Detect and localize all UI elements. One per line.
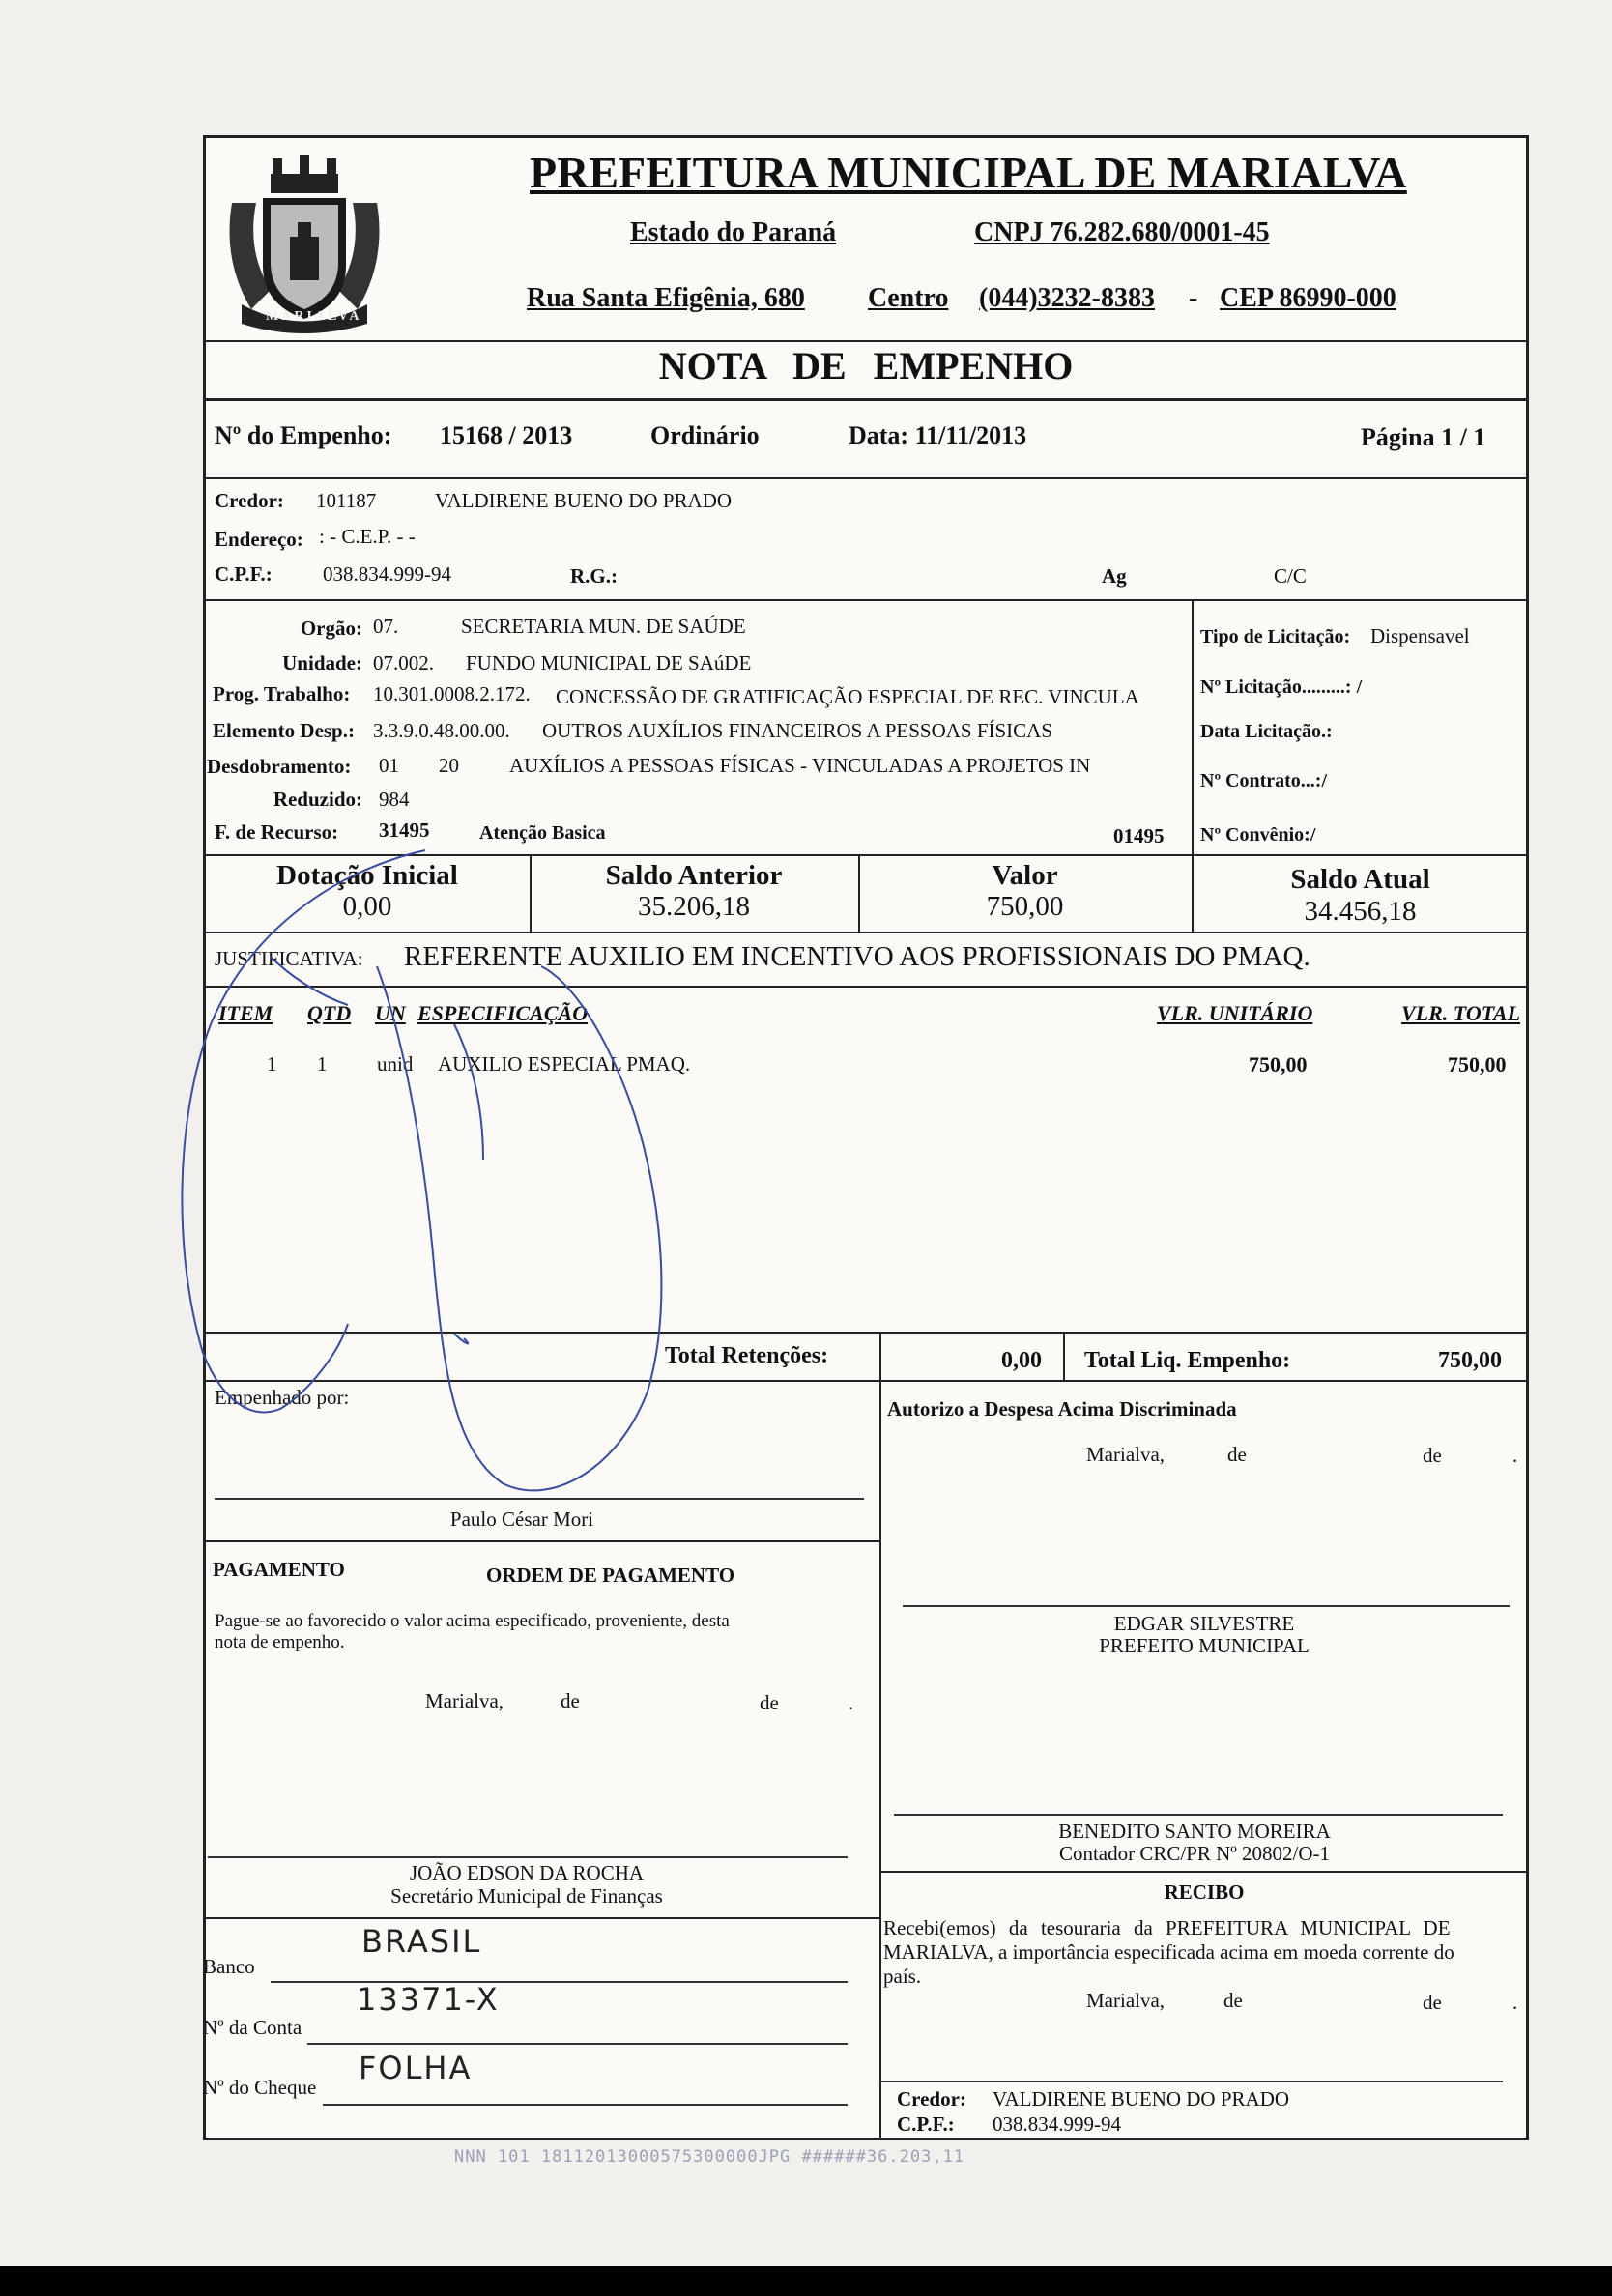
col-vlr-unitario: VLR. UNITÁRIO (1157, 1001, 1313, 1025)
prefeito-role: PREFEITO MUNICIPAL (1099, 1634, 1310, 1657)
desdobramento-a: 01 (379, 754, 399, 777)
tipo-licitacao-value: Dispensavel (1370, 624, 1470, 647)
justificativa-label: JUSTIFICATIVA: (215, 947, 363, 970)
header-title: PREFEITURA MUNICIPAL DE MARIALVA (530, 148, 1407, 197)
recibo-de2: de (1423, 1991, 1442, 2014)
elemento-name: OUTROS AUXÍLIOS FINANCEIROS A PESSOAS FÍSICAS (542, 719, 1053, 742)
reduzido-value: 984 (379, 788, 410, 811)
col-vlr-total: VLR. TOTAL (1401, 1001, 1521, 1025)
credor-label: Credor: (215, 489, 284, 512)
recibo-text-2: MARIALVA, a importância especificada acima em moeda corrente do (883, 1940, 1454, 1964)
recibo-de1: de (1223, 1989, 1243, 2012)
unidade-name: FUNDO MUNICIPAL DE SAúDE (466, 651, 752, 674)
scan-edge (0, 2266, 1612, 2296)
autorizo-label: Autorizo a Despesa Acima Discriminada (887, 1397, 1237, 1421)
empenho-date: Data: 11/11/2013 (849, 421, 1027, 449)
row-especificacao: AUXILIO ESPECIAL PMAQ. (438, 1052, 691, 1076)
row-item: 1 (267, 1052, 277, 1076)
row-vlr-total: 750,00 (1448, 1052, 1507, 1076)
cpf-value: 038.834.999-94 (323, 562, 451, 586)
retencoes-label: Total Retenções: (665, 1343, 829, 1368)
reduzido-label: Reduzido: (273, 788, 362, 811)
recibo-text-1: Recebi(emos) da tesouraria da PREFEITURA MUNICIPAL DE (883, 1916, 1451, 1939)
saldo-atual-value: 34.456,18 (1304, 896, 1417, 927)
desdobramento-label: Desdobramento: (207, 755, 352, 778)
dotacao-inicial-value: 0,00 (342, 891, 392, 922)
header-street: Rua Santa Efigênia, 680 (527, 283, 805, 313)
endereco-value: : - C.E.P. - - (319, 525, 416, 548)
row-qtd: 1 (317, 1052, 328, 1076)
prog-label: Prog. Trabalho: (213, 682, 351, 705)
recurso-right: 01495 (1113, 824, 1165, 847)
cheque-value: FOLHA (359, 2050, 473, 2086)
valor-label: Valor (992, 860, 1058, 891)
empenho-type: Ordinário (650, 421, 760, 449)
banco-value: BRASIL (361, 1923, 482, 1960)
pagamento-text-1: Pague-se ao favorecido o valor acima especificado, proveniente, desta (215, 1611, 730, 1631)
col-item: ITEM (218, 1001, 273, 1025)
unidade-label: Unidade: (282, 651, 362, 674)
desdobramento-name: AUXÍLIOS A PESSOAS FÍSICAS - VINCULADAS A PROJETOS IN (509, 754, 1091, 777)
pagamento-de2: de (760, 1691, 779, 1714)
ordem-pagamento-label: ORDEM DE PAGAMENTO (486, 1564, 735, 1587)
row-un: unid (377, 1052, 414, 1076)
header-district: Centro (868, 283, 949, 313)
col-un: UN (375, 1001, 406, 1025)
header-cnpj: CNPJ 76.282.680/0001-45 (974, 217, 1270, 247)
cc-label: C/C (1274, 564, 1307, 588)
endereco-label: Endereço: (215, 528, 303, 551)
empenho-label: Nº do Empenho: (215, 421, 392, 449)
autorizo-de2: de (1423, 1444, 1442, 1467)
rg-label: R.G.: (570, 564, 618, 588)
pagamento-text-2: nota de empenho. (215, 1632, 345, 1652)
licitacao-numero: Nº Licitação.........: / (1200, 676, 1363, 698)
desdobramento-b: 20 (439, 754, 459, 777)
recibo-cpf-label: C.P.F.: (897, 2112, 955, 2136)
col-qtd: QTD (307, 1001, 352, 1025)
autorizo-city: Marialva, (1086, 1443, 1166, 1466)
pagamento-city: Marialva, (425, 1689, 504, 1712)
recibo-dot: . (1512, 1991, 1518, 2014)
autorizo-de1: de (1227, 1443, 1247, 1466)
unidade-code: 07.002. (373, 651, 434, 674)
recurso-label: F. de Recurso: (215, 820, 339, 844)
recurso-code: 31495 (379, 818, 430, 842)
recurso-name: Atenção Basica (479, 822, 606, 844)
page-indicator: Página 1 / 1 (1361, 423, 1486, 451)
recibo-city: Marialva, (1086, 1989, 1166, 2012)
header-state: Estado do Paraná (630, 217, 837, 247)
liq-empenho-label: Total Liq. Empenho: (1084, 1348, 1291, 1373)
contador-role: Contador CRC/PR Nº 20802/O-1 (1058, 1842, 1331, 1865)
credor-name: VALDIRENE BUENO DO PRADO (435, 489, 733, 512)
empenho-number: 15168 / 2013 (440, 421, 573, 449)
empenhado-label: Empenhado por: (215, 1386, 350, 1409)
footer-stamp: NNN 101 18112013000575300000JPG ######36.203,11 (454, 2147, 965, 2167)
licitacao-convenio: Nº Convênio:/ (1200, 824, 1316, 846)
elemento-label: Elemento Desp.: (213, 719, 355, 742)
conta-label: Nº da Conta (203, 2016, 302, 2039)
col-especificacao: ESPECIFICAÇÃO (417, 1001, 589, 1025)
elemento-code: 3.3.9.0.48.00.00. (373, 719, 510, 742)
cheque-label: Nº do Cheque (203, 2076, 317, 2099)
secretario-role: Secretário Municipal de Finanças (390, 1884, 663, 1908)
justificativa-text: REFERENTE AUXILIO EM INCENTIVO AOS PROFISSIONAIS DO PMAQ. (404, 941, 1310, 972)
ag-label: Ag (1102, 564, 1127, 588)
pagamento-dot: . (849, 1691, 854, 1714)
prog-code: 10.301.0008.2.172. (373, 682, 531, 705)
prefeito-name: EDGAR SILVESTRE (1113, 1612, 1295, 1635)
saldo-anterior-value: 35.206,18 (638, 891, 750, 922)
conta-value: 13371-X (357, 1981, 500, 2018)
header-cep: CEP 86990-000 (1220, 283, 1396, 313)
orgao-label: Orgão: (300, 617, 362, 640)
saldo-atual-label: Saldo Atual (1290, 864, 1430, 895)
pagamento-label: PAGAMENTO (213, 1558, 345, 1581)
orgao-name: SECRETARIA MUN. DE SAÚDE (461, 615, 746, 638)
recibo-text-3: país. (883, 1965, 922, 1988)
orgao-code: 07. (373, 615, 399, 638)
valor-value: 750,00 (986, 891, 1064, 922)
retencoes-value: 0,00 (1001, 1348, 1042, 1373)
licitacao-data: Data Licitação.: (1200, 721, 1333, 742)
tipo-licitacao-label: Tipo de Licitação: (1200, 626, 1351, 647)
contador-name: BENEDITO SANTO MOREIRA (1058, 1820, 1331, 1843)
header-dash: - (1189, 283, 1198, 313)
recibo-credor-label: Credor: (897, 2087, 966, 2110)
liq-empenho-value: 750,00 (1438, 1348, 1502, 1373)
crest-lettering: MARIALVA (266, 309, 362, 324)
recibo-credor-name: VALDIRENE BUENO DO PRADO (993, 2087, 1290, 2110)
credor-code: 101187 (316, 489, 377, 512)
recibo-cpf: 038.834.999-94 (993, 2112, 1121, 2136)
saldo-anterior-label: Saldo Anterior (605, 860, 783, 891)
banco-label: Banco (203, 1955, 255, 1978)
dotacao-inicial-label: Dotação Inicial (276, 860, 458, 891)
autorizo-dot: . (1512, 1444, 1518, 1467)
cpf-label: C.P.F.: (215, 562, 273, 586)
recibo-label: RECIBO (1164, 1880, 1245, 1904)
row-vlr-unitario: 750,00 (1249, 1052, 1308, 1076)
doc-title: NOTA DE EMPENHO (658, 344, 1074, 387)
licitacao-contrato: Nº Contrato...:/ (1200, 770, 1328, 791)
header-phone: (044)3232-8383 (979, 283, 1155, 313)
secretario-name: JOÃO EDSON DA ROCHA (409, 1861, 645, 1884)
empenhado-signer: Paulo César Mori (449, 1507, 594, 1531)
prog-name: CONCESSÃO DE GRATIFICAÇÃO ESPECIAL DE REC. VINCULA (556, 685, 1139, 708)
pagamento-de1: de (561, 1689, 580, 1712)
